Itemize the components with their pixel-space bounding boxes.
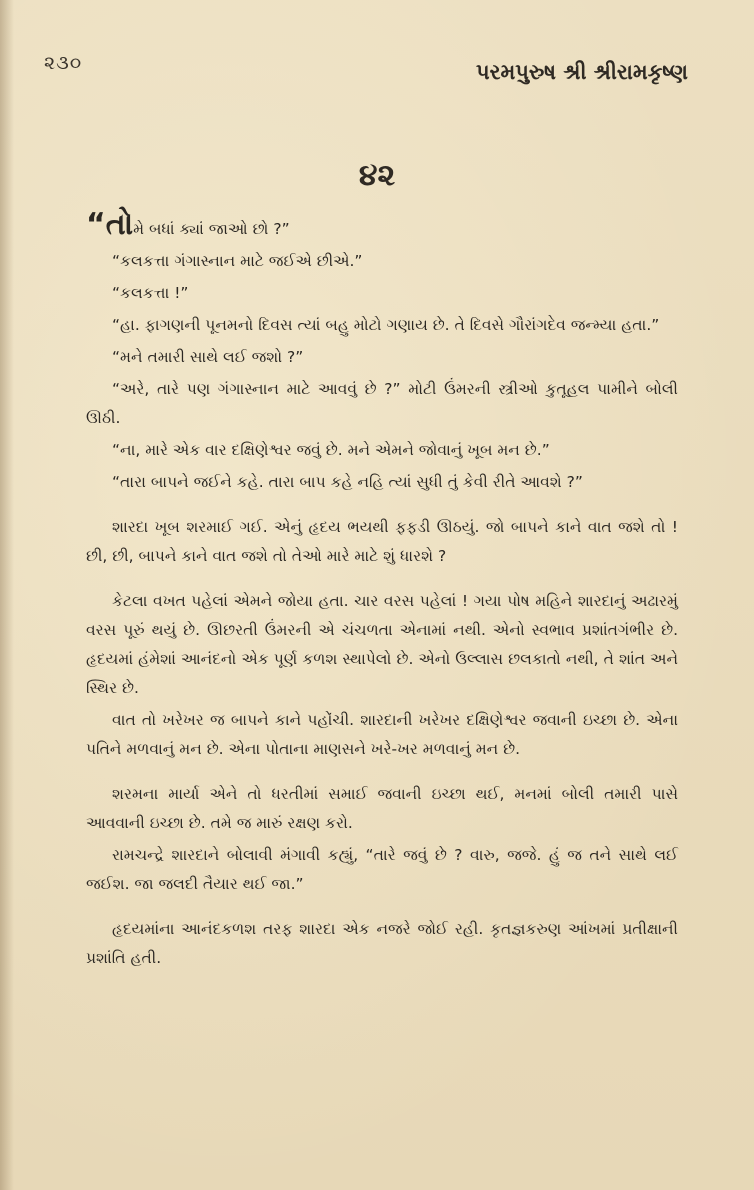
paragraph-text: “અરે, તારે પણ ગંગાસ્નાન માટે આવવું છે ?” મોટી ઉંમરની સ્ત્રીઓ કુતૂહલ પામીને બોલી ઊઠી. (86, 380, 678, 427)
paragraph (86, 513, 678, 571)
paragraph-text: “કલકત્તા ગંગાસ્નાન માટે જઈએ છીએ.” (112, 252, 363, 270)
paragraph-text: કેટલા વખત પહેલાં એમને જોયા હતા. ચાર વરસ પહેલાં ! ગયા પોષ મહિને શારદાનું અઢારમું વરસ પૂરું થયું છે. ઊછરતી ઉંમરની એ ચંચળતા એનામાં નથી. એનો સ્વભાવ પ્રશાંતગંભીર છે. હૃદયમાં હંમેશાં આનંદનો એક પૂર્ણ કળશ સ્થાપેલો છે. એનો ઉલ્લાસ છલકાતો નથી, તે શાંત અને સ્થિર છે. (86, 592, 678, 697)
paragraph-text: હૃદયમાંના આનંદકળશ તરફ શારદા એક નજરે જોઈ રહી. કૃતજ્ઞકરુણ આંખમાં પ્રતીક્ષાની પ્રશાંતિ હતી. (86, 920, 678, 967)
running-head: પરમપુરુષ શ્રી શ્રીરામકૃષ્ણ (475, 60, 688, 84)
paragraph (86, 587, 678, 703)
paragraph-text: રામચન્દ્રે શારદાને બોલાવી મંગાવી કહ્યું, “તારે જવું છે ? વારુ, જજે. હું જ તને સાથે લઈ જઈશ. જા જલદી તૈયાર થઈ જા.” (86, 846, 678, 893)
paragraph (86, 247, 678, 276)
paragraph-text: શરમના માર્યા એને તો ધરતીમાં સમાઈ જવાની ઇચ્છા થઈ, મનમાં બોલી તમારી પાસે આવવાની ઇચ્છા છે. તમે જ મારું રક્ષણ કરો. (86, 785, 678, 832)
paragraph (86, 915, 678, 973)
paragraph (86, 436, 678, 465)
paragraph-text: “મને તમારી સાથે લઈ જશો ?” (112, 348, 304, 366)
paragraph-text: શારદા ખૂબ શરમાઈ ગઈ. એનું હૃદય ભયથી ફફડી ઊઠયું. જો બાપને કાને વાત જશે તો ! છી, છી, બાપને કાને વાત જશે તો તેઓ મારે માટે શું ધારશે ? (86, 518, 678, 565)
paragraph-gap (86, 902, 678, 915)
paragraph (86, 375, 678, 433)
paragraph (86, 311, 678, 340)
paragraph-text: વાત તો ખરેખર જ બાપને કાને પહોંચી. શારદાની ખરેખર દક્ષિણેશ્વર જવાની ઇચ્છા છે. એના પતિને મળવાનું મન છે. એના પોતાના માણસને ખરે-ખર મળવાનું મન છે. (86, 711, 678, 758)
paragraph (86, 343, 678, 372)
paragraph (86, 279, 678, 308)
drop-cap: “તો (86, 207, 134, 242)
paragraph (86, 841, 678, 899)
paragraph-text: “તારા બાપને જઈને કહે. તારા બાપ કહે નહિ ત્યાં સુધી તું કેવી રીતે આવશે ?” (112, 473, 583, 491)
body-text (86, 207, 678, 976)
paragraph (86, 207, 678, 244)
paragraph (86, 468, 678, 497)
paragraph-gap (86, 767, 678, 780)
page-number: ૨૩૦ (44, 52, 83, 74)
paragraph-text: મે બધાં ક્યાં જાઓ છો ?” (133, 220, 290, 238)
paragraph (86, 780, 678, 838)
paragraph (86, 706, 678, 764)
paragraph-gap (86, 500, 678, 513)
paragraph-text: “હા. ફાગણની પૂનમનો દિવસ ત્યાં બહુ મોટો ગણાય છે. તે દિવસે ગૌરાંગદેવ જન્મ્યા હતા.” (112, 316, 660, 334)
paragraph-text: “કલકત્તા !” (112, 284, 189, 302)
chapter-number: ૪૨ (358, 158, 396, 193)
paragraph-gap (86, 574, 678, 587)
paragraph-text: “ના, મારે એક વાર દક્ષિણેશ્વર જવું છે. મને એમને જોવાનું ખૂબ મન છે.” (112, 441, 550, 459)
